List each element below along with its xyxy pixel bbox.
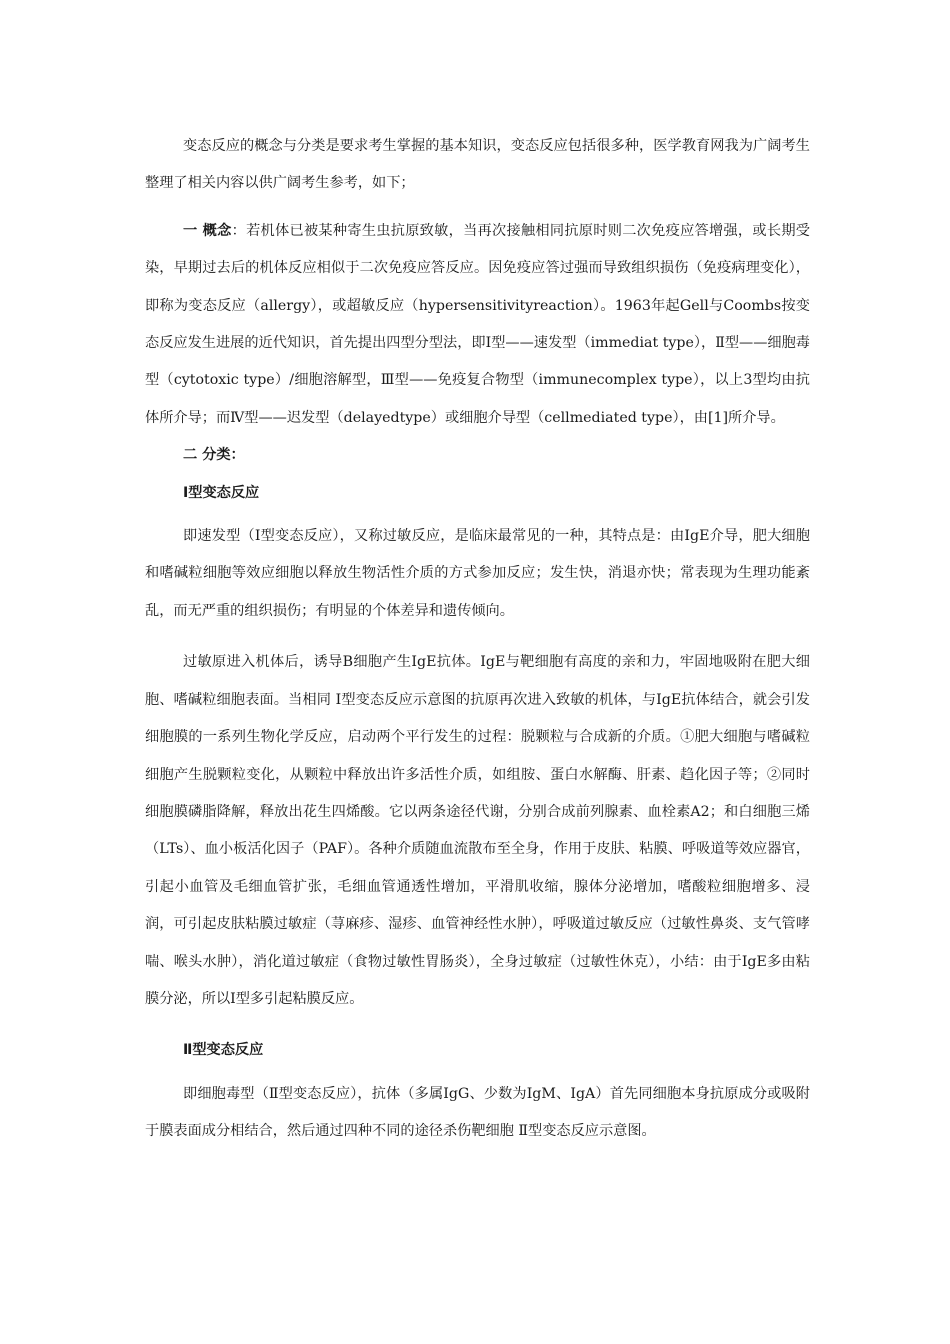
concept-lead: 一 概念 — [183, 222, 232, 239]
concept-body: ：若机体已被某种寄生虫抗原致敏，当再次接触相同抗原时则二次免疫应答增强，或长期受染，早期过去后的机体反应相似于二次免疫应答反应。因免疫应答过强而导致组织损伤（免疫病理变化），即称为变态反应（allergy），或超敏反应（hypersensitivityreaction）。1963年起Gell与Coombs按变态反应发生进展的近代知识，首先提出四型分型法，即Ⅰ型——速发型（immediat type），Ⅱ型——细胞毒型（cytotoxic type）/细胞溶解型，Ⅲ型——免疫复合物型（immunecomplex type），以上3型均由抗体所介导；而Ⅳ型——迟发型（delayedtype）或细胞介导型（cellmediated type），由[1]所介导。 — [145, 222, 810, 426]
type1-paragraph-1: 即速发型（Ⅰ型变态反应），又称过敏反应，是临床最常见的一种，其特点是：由IgE介导，肥大细胞和嗜碱粒细胞等效应细胞以释放生物活性介质的方式参加反应；发生快，消退亦快；常表现为生理功能紊乱，而无严重的组织损伤；有明显的个体差异和遗传倾向。 — [145, 528, 810, 619]
document-body — [145, 128, 810, 1151]
intro-paragraph: 变态反应的概念与分类是要求考生掌握的基本知识，变态反应包括很多种，医学教育网我为广阔考生整理了相关内容以供广阔考生参考，如下； — [145, 138, 810, 192]
type2-paragraph-1: 即细胞毒型（Ⅱ型变态反应），抗体（多属IgG、少数为IgM、IgA）首先同细胞本身抗原成分或吸附于膜表面成分相结合，然后通过四种不同的途径杀伤靶细胞 Ⅱ型变态反应示意图。 — [145, 1085, 810, 1140]
type1-heading: Ⅰ型变态反应 — [183, 484, 260, 501]
type2-heading: Ⅱ型变态反应 — [183, 1042, 264, 1059]
type1-paragraph-2: 过敏原进入机体后，诱导B细胞产生IgE抗体。IgE与靶细胞有高度的亲和力，牢固地吸附在肥大细胞、嗜碱粒细胞表面。当相同 Ⅰ型变态反应示意图的抗原再次进入致敏的机体，与IgE抗体结合，就会引发细胞膜的一系列生物化学反应，启动两个平行发生的过程：脱颗粒与合成新的介质。①肥大细胞与嗜碱粒细胞产生脱颗粒变化，从颗粒中释放出许多活性介质，如组胺、蛋白水解酶、肝素、趋化因子等；②同时细胞膜磷脂降解，释放出花生四烯酸。它以两条途径代谢，分别合成前列腺素、血栓素A2；和白细胞三烯（LTs）、血小板活化因子（PAF）。各种介质随血流散布至全身，作用于皮肤、粘膜、呼吸道等效应器官，引起小血管及毛细血管扩张，毛细血管通透性增加，平滑肌收缩，腺体分泌增加，嗜酸粒细胞增多、浸润，可引起皮肤粘膜过敏症（荨麻疹、湿疹、血管神经性水肿），呼吸道过敏反应（过敏性鼻炎、支气管哮喘、喉头水肿），消化道过敏症（食物过敏性胃肠炎），全身过敏症（过敏性休克），小结：由于IgE多由粘膜分泌，所以Ⅰ型多引起粘膜反应。 — [145, 654, 810, 1007]
concept-paragraph — [145, 213, 810, 437]
classification-heading: 二 分类： — [183, 447, 245, 464]
